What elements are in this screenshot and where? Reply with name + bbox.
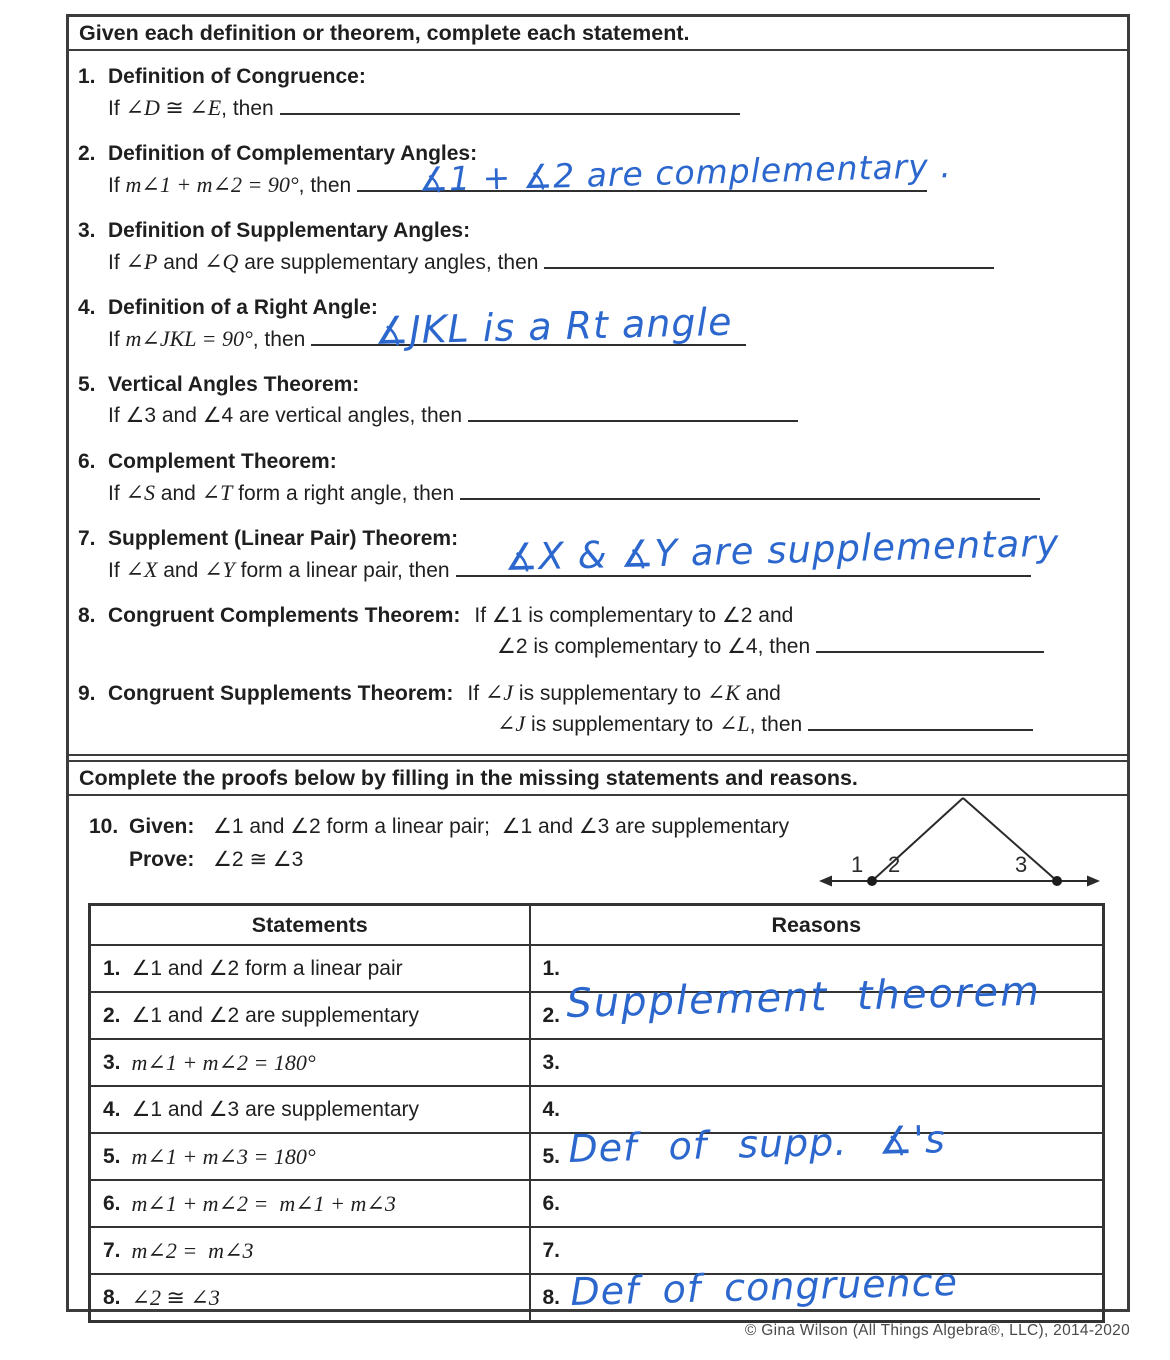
angle-label-3: 3 (1015, 852, 1028, 877)
item-title: Complement Theorem: (108, 450, 337, 473)
statement-number: 6. (103, 1191, 121, 1215)
item-stem: If ∠1 is complementary to ∠2 and (474, 604, 794, 627)
statement-text: m∠1 + m∠2 = 180° (131, 1049, 316, 1075)
item-title: Supplement (Linear Pair) Theorem: (108, 527, 459, 550)
answer-blank (468, 405, 798, 422)
item-stem: If ∠P and ∠Q are supplementary angles, then (108, 249, 539, 274)
handwritten-reason: Supplement theorem (565, 968, 1042, 1027)
item-title: Vertical Angles Theorem: (108, 373, 360, 396)
section1-header: Given each definition or theorem, complete each statement. (69, 17, 1127, 51)
proof-row-3 (90, 1039, 1104, 1086)
reason-number: 6. (542, 1191, 561, 1215)
angle-label-1: 1 (851, 852, 864, 877)
handwritten-answer: ∡X & ∡Y are supplementary (503, 521, 1060, 579)
item-title: Congruent Complements Theorem: (108, 604, 461, 627)
proof-table (88, 903, 1105, 1323)
reason-number: 5. (542, 1144, 561, 1168)
worksheet-page (66, 14, 1130, 1312)
item-title: Definition of Congruence: (108, 65, 366, 88)
reason-number: 4. (542, 1097, 561, 1121)
item-stem-line2: ∠2 is complementary to ∠4, then (497, 635, 811, 658)
reason-number: 1. (542, 956, 561, 980)
proof-table-header-row (90, 905, 1104, 946)
definition-item-6 (69, 446, 1127, 508)
proof-row-6 (90, 1180, 1104, 1227)
item-stem: If ∠3 and ∠4 are vertical angles, then (108, 404, 463, 427)
statement-number: 5. (103, 1144, 121, 1168)
statement-number: 3. (103, 1050, 121, 1074)
item-stem: If ∠S and ∠T form a right angle, then (108, 480, 455, 505)
definition-item-7 (69, 523, 1127, 585)
prove-label: Prove: (129, 848, 195, 871)
handwritten-reason: Def of supp. ∡'s (567, 1117, 946, 1171)
statement-text: m∠1 + m∠2 = m∠1 + m∠3 (131, 1190, 396, 1216)
statement-number: 7. (103, 1238, 121, 1262)
item-title: Definition of Supplementary Angles: (108, 219, 471, 242)
item-title: Definition of Complementary Angles: (108, 142, 478, 165)
definition-item-9 (69, 677, 1127, 739)
answer-blank (808, 714, 1033, 731)
item-number: 4. (78, 296, 96, 319)
item-stem: If m∠1 + m∠2 = 90°, then (108, 172, 352, 197)
definition-item-5 (69, 369, 1127, 431)
answer-blank (280, 98, 740, 115)
definition-item-3 (69, 215, 1127, 277)
statement-text: m∠2 = m∠3 (131, 1237, 254, 1263)
proofs-section (69, 796, 1127, 1314)
given-label: Given: (129, 815, 195, 838)
item-number: 7. (78, 527, 96, 550)
item-number: 8. (78, 604, 96, 627)
statement-number: 2. (103, 1003, 121, 1027)
left-arrowhead-icon (819, 876, 832, 887)
answer-blank (816, 636, 1044, 653)
definitions-section (69, 51, 1127, 756)
angle-diagram (817, 788, 1107, 894)
item-number: 2. (78, 142, 96, 165)
reason-number: 3. (542, 1050, 561, 1074)
statement-number: 8. (103, 1285, 121, 1309)
statement-text: ∠1 and ∠2 are supplementary (131, 1004, 419, 1027)
item-stem: If ∠D ≅ ∠E, then (108, 95, 274, 120)
definition-item-8 (69, 600, 1127, 662)
right-vertex-dot (1052, 876, 1062, 886)
item-number: 3. (78, 219, 96, 242)
section2-header: Complete the proofs below by filling in the missing statements and reasons. (69, 760, 1127, 796)
copyright-footer: © Gina Wilson (All Things Algebra®, LLC), 2014-2020 (744, 1322, 1130, 1339)
definition-item-2 (69, 138, 1127, 200)
right-ray (963, 798, 1057, 881)
item-number: 6. (78, 450, 96, 473)
answer-blank (544, 252, 994, 269)
reasons-column-header: Reasons (530, 905, 1104, 946)
handwritten-reason: Def of congruence (569, 1259, 958, 1314)
statement-text: m∠1 + m∠3 = 180° (131, 1143, 316, 1169)
left-ray (872, 798, 963, 881)
angle-label-2: 2 (888, 852, 901, 877)
definition-item-4 (69, 292, 1127, 354)
reason-number: 2. (542, 1003, 561, 1027)
item-number: 5. (78, 373, 96, 396)
item-title: Congruent Supplements Theorem: (108, 682, 454, 705)
proof-row-8 (90, 1274, 1104, 1322)
statement-text: ∠2 ≅ ∠3 (131, 1284, 220, 1310)
statement-number: 1. (103, 956, 121, 980)
item-number: 9. (78, 682, 96, 705)
handwritten-answer: ∡1 + ∡2 are complementary . (417, 146, 953, 199)
statements-column-header: Statements (90, 905, 530, 946)
right-arrowhead-icon (1087, 876, 1100, 887)
item-number: 1. (78, 65, 96, 88)
prove-text: ∠2 ≅ ∠3 (213, 848, 304, 871)
answer-blank (460, 483, 1040, 500)
proof-row-5 (90, 1133, 1104, 1180)
left-vertex-dot (867, 876, 877, 886)
item-stem: If ∠J is supplementary to ∠K and (467, 680, 781, 705)
item-title: Definition of a Right Angle: (108, 296, 378, 319)
item-stem-line2: ∠J is supplementary to ∠L, then (497, 711, 803, 736)
item-stem: If ∠X and ∠Y form a linear pair, then (108, 557, 450, 582)
proof-row-2 (90, 992, 1104, 1039)
reason-number: 8. (542, 1285, 561, 1309)
handwritten-answer: ∡JKL is a Rt angle (373, 299, 733, 353)
item-number: 10. (89, 815, 119, 838)
statement-text: ∠1 and ∠3 are supplementary (131, 1098, 419, 1121)
item-stem: If m∠JKL = 90°, then (108, 326, 306, 351)
statement-number: 4. (103, 1097, 121, 1121)
definition-item-1 (69, 61, 1127, 123)
reason-number: 7. (542, 1238, 561, 1262)
statement-text: ∠1 and ∠2 form a linear pair (131, 957, 403, 980)
given-text: ∠1 and ∠2 form a linear pair; ∠1 and ∠3 are supplementary (213, 815, 790, 838)
